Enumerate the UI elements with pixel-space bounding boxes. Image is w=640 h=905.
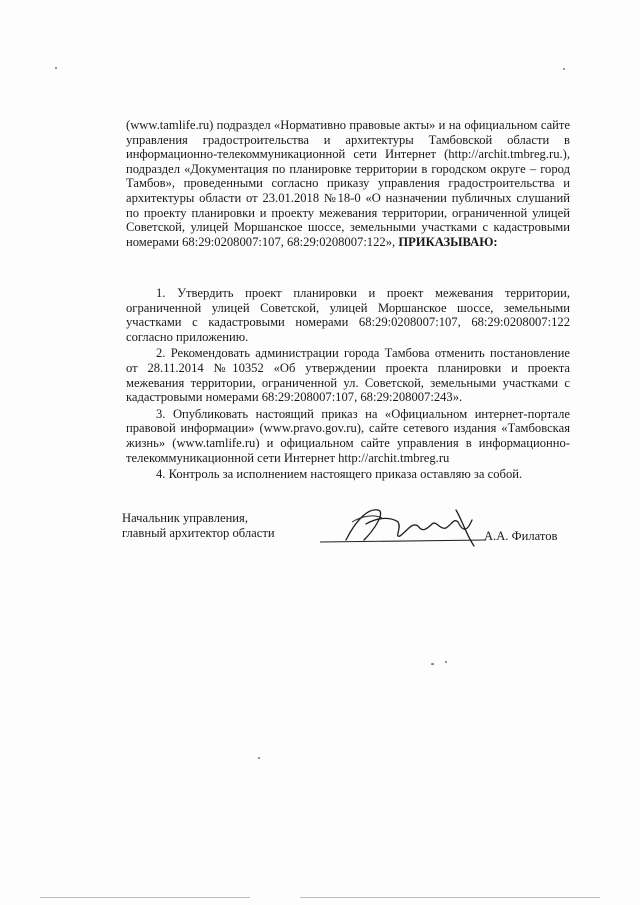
order-item-2: 2. Рекомендовать администрации города Тамбова отменить постановление от 28.11.2014 №10352 «Об утверждении проекта планировки и проекта межевания территории, ограниченной ул. Советской, земельными участками с кадастровыми номерами 68:29:208007:107, 68:29:208007:243». (126, 346, 570, 405)
intro-text: (www.tamlife.ru) подраздел «Нормативно правовые акты» и на официальном сайте управления градостроительства и архитектуры Тамбовской области в информационно-телекоммуникационной сети Интернет (http://archit.tmbreg.ru.), подраздел «Документация по планировке территории в городском округе – город Тамбов», проведенными согласно приказу управления градостроительства и архитектуры области от 23.01.2018 №18-0 «О назначении публичных слушаний по проекту планировки и проекту межевания территории, ограниченной улицей Советской, улицей Моршанское шоссе, земельными участками с кадастровыми номерами 68:29:0208007:107, 68:29:0208007:122», (126, 118, 570, 249)
scan-speck (258, 757, 260, 759)
order-items (126, 286, 570, 482)
handwritten-signature (316, 500, 492, 552)
scan-edge-line (40, 897, 250, 898)
scan-speck (445, 661, 447, 663)
signatory-name: А.А. Филатов (484, 529, 558, 543)
scan-speck (563, 68, 565, 70)
signatory-title-line-2: главный архитектор области (122, 526, 275, 540)
signatory-title (122, 511, 275, 541)
order-word: ПРИКАЗЫВАЮ: (398, 234, 498, 249)
scan-speck (55, 67, 57, 69)
scan-speck (431, 663, 434, 665)
order-item-1: 1. Утвердить проект планировки и проект межевания территории, ограниченной улицей Советской, улицей Моршанское шоссе, земельными участками с кадастровыми номерами 68:29:0208007:107, 68:29:0208007:122 согласно приложению. (126, 286, 570, 344)
intro-paragraph (126, 118, 570, 249)
order-item-4: 4. Контроль за исполнением настоящего приказа оставляю за собой. (156, 467, 523, 482)
scan-edge-line (300, 897, 600, 898)
signatory-title-line-1: Начальник управления, (122, 511, 248, 525)
order-item-3: 3. Опубликовать настоящий приказ на «Официальном интернет-портале правовой информации» (www.pravo.gov.ru), сайте сетевого издания «Тамбовская жизнь» (www.tamlife.ru) и официальном сайте управления в информационно-телекоммуникационной сети Интернет http://archit.tmbreg.ru (126, 406, 570, 465)
